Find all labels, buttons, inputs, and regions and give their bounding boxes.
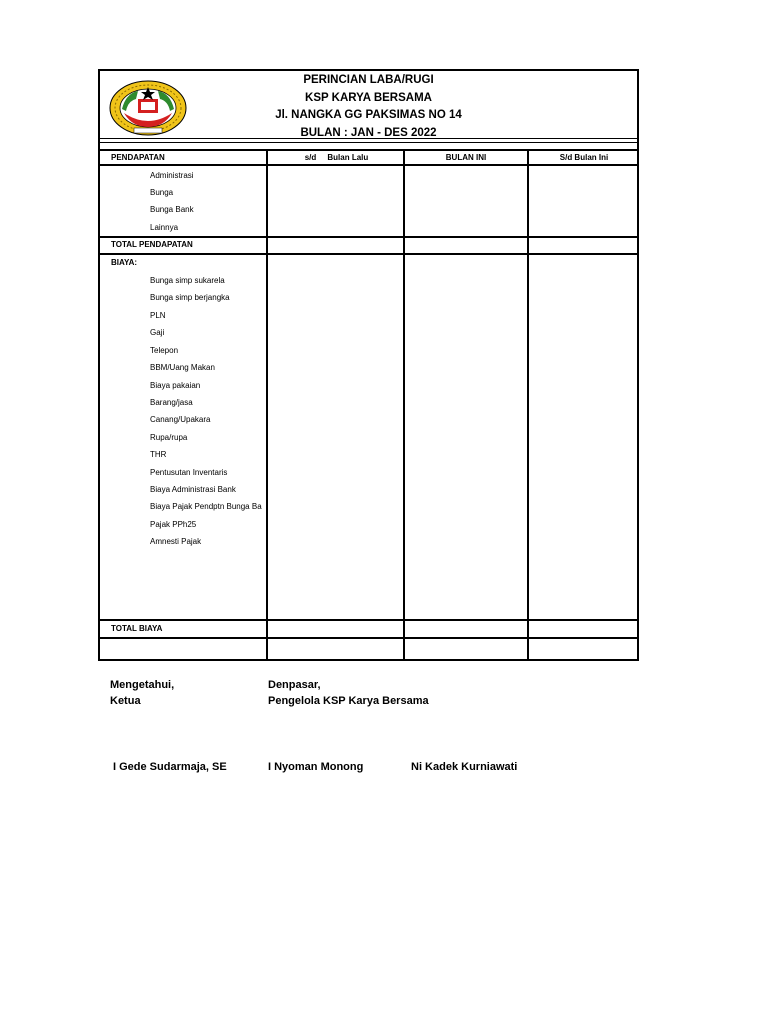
income-item: Lainnya bbox=[150, 223, 179, 232]
divider bbox=[100, 142, 637, 143]
income-item: Bunga Bank bbox=[150, 205, 194, 214]
report-title-block bbox=[100, 72, 637, 142]
cost-section-label: BIAYA: bbox=[111, 258, 138, 267]
cost-item: Amnesti Pajak bbox=[150, 537, 202, 546]
cost-item: Bunga simp sukarela bbox=[150, 276, 225, 285]
manager-label: Pengelola KSP Karya Bersama bbox=[268, 695, 429, 707]
signatory-name: I Gede Sudarmaja, SE bbox=[113, 761, 227, 773]
divider bbox=[100, 236, 637, 238]
column-header-sd-bulan-ini: S/d Bulan Ini bbox=[559, 153, 609, 162]
cost-item: Biaya Pajak Pendptn Bunga Ba bbox=[150, 502, 262, 511]
column-header-sd-bulan-lalu: s/d Bulan Lalu bbox=[304, 153, 369, 162]
cost-item: Gaji bbox=[150, 328, 165, 337]
divider bbox=[100, 253, 637, 255]
report-sheet bbox=[98, 69, 639, 661]
cost-item: Biaya Administrasi Bank bbox=[150, 485, 236, 494]
cost-item: Telepon bbox=[150, 346, 179, 355]
cost-item: Bunga simp berjangka bbox=[150, 293, 230, 302]
cost-item: Canang/Upakara bbox=[150, 415, 211, 424]
cost-item: PLN bbox=[150, 311, 166, 320]
income-item: Administrasi bbox=[150, 171, 194, 180]
company-name: KSP KARYA BERSAMA bbox=[305, 91, 432, 104]
cost-item: Biaya pakaian bbox=[150, 381, 201, 390]
divider bbox=[100, 164, 637, 166]
chairman-label: Ketua bbox=[110, 695, 141, 707]
column-header-pendapatan: PENDAPATAN bbox=[111, 153, 165, 162]
report-period: BULAN : JAN - DES 2022 bbox=[300, 126, 437, 139]
place-label: Denpasar, bbox=[268, 679, 321, 691]
divider bbox=[100, 138, 637, 139]
cost-item: Barang/jasa bbox=[150, 398, 193, 407]
cost-item: Pentusutan Inventaris bbox=[150, 468, 228, 477]
report-title: PERINCIAN LABA/RUGI bbox=[303, 74, 434, 86]
signatory-name: Ni Kadek Kurniawati bbox=[411, 761, 518, 773]
column-divider bbox=[527, 150, 529, 659]
cost-item: Rupa/rupa bbox=[150, 433, 188, 442]
divider bbox=[100, 149, 637, 151]
column-header-bulan-ini: BULAN INI bbox=[445, 153, 487, 162]
cost-item: BBM/Uang Makan bbox=[150, 363, 215, 372]
acknowledged-label: Mengetahui, bbox=[110, 679, 175, 691]
cost-item: Pajak PPh25 bbox=[150, 520, 197, 529]
divider bbox=[100, 637, 637, 639]
column-divider bbox=[403, 150, 405, 659]
column-divider bbox=[266, 150, 268, 659]
signatory-name: I Nyoman Monong bbox=[268, 761, 364, 773]
total-cost-label: TOTAL BIAYA bbox=[111, 624, 163, 633]
income-item: Bunga bbox=[150, 188, 174, 197]
total-income-label: TOTAL PENDAPATAN bbox=[111, 240, 193, 249]
cost-item: THR bbox=[150, 450, 167, 459]
divider bbox=[100, 619, 637, 621]
company-address: Jl. NANGKA GG PAKSIMAS NO 14 bbox=[275, 109, 462, 121]
